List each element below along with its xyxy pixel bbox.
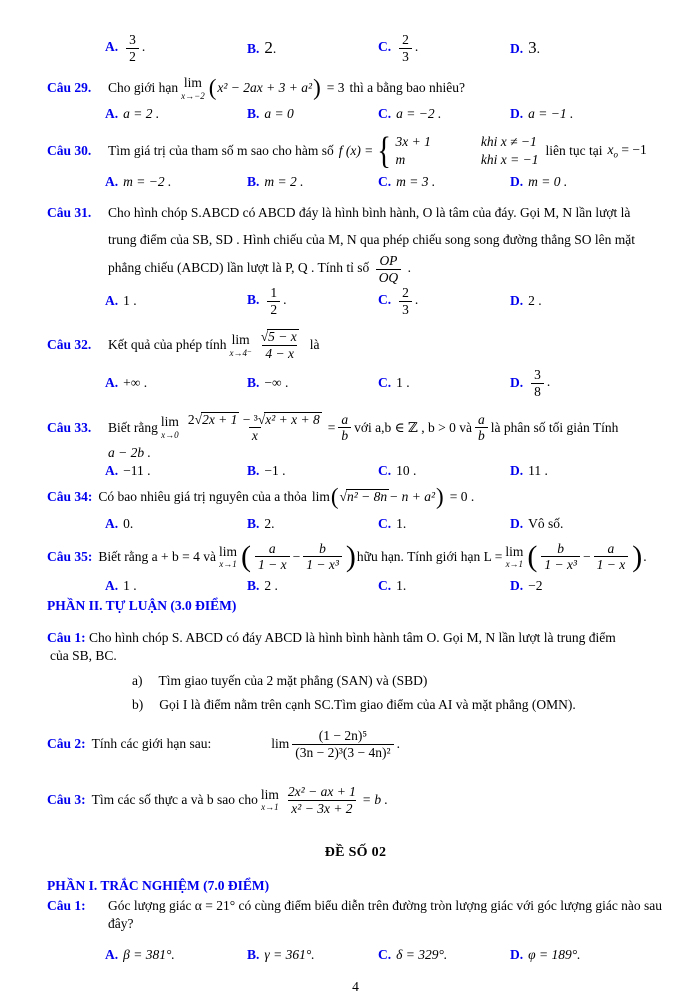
- radicand: 2x + 1: [202, 411, 238, 427]
- case-value: m: [395, 152, 406, 168]
- option-letter: C.: [378, 375, 392, 391]
- lim-word: lim: [218, 543, 237, 559]
- question-text-line3: [108, 253, 664, 285]
- fraction-denominator: 2: [267, 301, 280, 318]
- fraction: [541, 541, 580, 573]
- option-c: [378, 105, 510, 123]
- lim-subscript: x→1: [261, 802, 279, 813]
- coefficient: 2: [187, 411, 195, 427]
- question-33-line2: [47, 444, 664, 462]
- question-text: Biết rằng a + b = 4 và: [98, 548, 216, 564]
- option-letter: B.: [247, 173, 260, 189]
- question-text: là phân số tối giản Tính: [490, 419, 619, 435]
- option-letter: D.: [510, 946, 524, 962]
- lim-word: lim: [160, 414, 179, 430]
- option-d: [510, 946, 664, 964]
- fraction: [285, 784, 359, 816]
- option-suffix: .: [536, 40, 540, 56]
- question-34-options: [105, 515, 664, 533]
- case-condition: khi x = −1: [480, 152, 539, 168]
- option-value: 2 .: [528, 293, 542, 308]
- fraction-denominator: 3: [399, 48, 412, 65]
- fraction-denominator: x: [249, 427, 261, 444]
- option-letter: A.: [105, 105, 119, 121]
- fraction: [594, 541, 629, 573]
- fraction: [258, 329, 302, 361]
- option-value: m = 3 .: [396, 173, 436, 189]
- fraction-denominator: b: [338, 427, 351, 444]
- option-letter: C.: [378, 463, 392, 479]
- fraction-numerator: (1 − 2n)⁵: [318, 728, 368, 744]
- option-letter: D.: [510, 463, 524, 479]
- question-29: Câu 29. Cho giới hạn lim x→−2 ( x² − 2ax + 3 + a² ) = 3 thì a bằng bao nhiêu?: [47, 75, 465, 101]
- question-text-line1: Cho hình chóp S.ABCD có ABCD đáy là hình bình hành, O là tâm của đáy. Gọi M, N lần lượt là: [108, 205, 631, 221]
- limit-operator: [229, 333, 251, 358]
- question-text-line2: của SB, BC.: [50, 648, 117, 664]
- option-letter: B.: [247, 577, 260, 593]
- de02-question-1-options: [105, 946, 664, 964]
- question-33: [47, 412, 664, 444]
- option-d: [510, 105, 664, 123]
- question-30: [47, 129, 664, 172]
- question-text: Kết quả của phép tính: [108, 337, 227, 353]
- option-letter: B.: [247, 946, 260, 962]
- fraction-denominator: 1 − x³: [303, 556, 342, 573]
- question-text: Tính các giới hạn sau:: [91, 736, 212, 751]
- option-value: +∞ .: [123, 375, 148, 391]
- minus-sign: −: [582, 548, 591, 564]
- radicand: x² + x + 8: [265, 411, 320, 427]
- option-value: 3: [528, 37, 537, 57]
- limit-operator: [181, 76, 205, 101]
- option-letter: C.: [378, 515, 392, 531]
- option-value: −∞ .: [264, 375, 289, 391]
- fraction-denominator: OQ: [376, 269, 402, 286]
- radical-sign: √: [194, 411, 203, 427]
- fraction-numerator: a: [341, 411, 349, 427]
- radical-sign: √: [339, 489, 347, 505]
- question-label: Câu 1:: [47, 898, 86, 914]
- fraction-numerator: a: [607, 540, 615, 556]
- lim-subscript: x→−2: [181, 90, 205, 101]
- page-number: 4: [352, 978, 359, 994]
- option-value: 10 .: [396, 463, 417, 479]
- fraction-numerator: 2x² − ax + 1: [287, 784, 356, 800]
- question-32: [47, 329, 664, 361]
- option-value: a = −1 .: [528, 105, 574, 121]
- option-letter: D.: [510, 577, 524, 593]
- option-value: 11 .: [528, 463, 548, 479]
- option-b: [247, 577, 378, 595]
- question-label: Câu 29.: [47, 80, 92, 96]
- option-c: [378, 462, 510, 480]
- item-label: a): [132, 672, 143, 688]
- lim-word: lim: [231, 332, 250, 348]
- option-letter: A.: [105, 173, 119, 189]
- expression: − n + a²: [389, 489, 436, 505]
- lim-subscript: x→1: [219, 559, 237, 570]
- essay-question-2: [47, 728, 664, 760]
- fraction-ab: [338, 412, 351, 444]
- sentence-period: .: [407, 260, 411, 276]
- question-text-line1: Cho hình chóp S. ABCD có đáy ABCD là hình bình hành tâm O. Gọi M, N lần lượt là trung điểm: [89, 630, 616, 646]
- fraction-numerator: 3: [129, 32, 136, 47]
- option-c: [378, 173, 510, 191]
- fraction: [399, 285, 412, 317]
- option-letter: D.: [510, 374, 524, 390]
- fraction-numerator: OP: [379, 253, 398, 269]
- option-value: 0.: [123, 515, 134, 531]
- question-text: với a,b ∈ ℤ , b > 0 và: [354, 419, 472, 435]
- equals-sign: =: [327, 419, 336, 435]
- option-value: γ = 361°.: [264, 946, 315, 962]
- option-c: [378, 946, 510, 964]
- question-text: thì a bằng bao nhiêu?: [349, 80, 465, 96]
- option-letter: C.: [378, 577, 392, 593]
- fraction-numerator: 2: [402, 285, 409, 301]
- item-label: b): [132, 696, 144, 712]
- question-label: Câu 1:: [47, 630, 86, 646]
- limit-operator: [505, 545, 523, 570]
- option-letter: A.: [105, 946, 119, 962]
- sentence-period: .: [396, 736, 400, 751]
- fraction: [255, 541, 290, 573]
- fraction: [185, 412, 325, 444]
- x-base: x: [607, 141, 614, 157]
- minus-sign: −: [292, 548, 301, 564]
- question-32-options: [105, 367, 664, 399]
- option-b: [247, 173, 378, 191]
- fraction-numerator: b: [319, 540, 326, 556]
- option-suffix: .: [546, 374, 551, 390]
- option-value: Vô số.: [528, 515, 564, 531]
- option-value: a = −2 .: [396, 105, 442, 121]
- question-text: phẳng chiếu (ABCD) lần lượt là P, Q . Tính tỉ số: [108, 260, 370, 276]
- option-b: [247, 946, 378, 964]
- fraction-denominator: 8: [531, 383, 544, 400]
- option-b: [247, 515, 378, 533]
- equals-value: = 0 .: [449, 489, 475, 505]
- fraction-denominator: x² − 3x + 2: [288, 800, 355, 817]
- x-equals: = −1: [621, 141, 647, 157]
- option-b: [247, 285, 378, 317]
- item-text: Gọi I là điểm nằm trên cạnh SC.Tìm giao điểm của AI và mặt phẳng (OMN).: [159, 696, 576, 712]
- fraction: [267, 285, 280, 317]
- question-text: Tìm các số thực a và b sao cho: [91, 792, 258, 808]
- radicand: n² − 8n: [346, 489, 388, 505]
- option-letter: C.: [378, 105, 392, 121]
- variable-x0: [607, 141, 646, 161]
- limit-operator: [261, 788, 279, 813]
- option-d: [510, 367, 664, 399]
- option-value: a = 0: [264, 105, 294, 121]
- fraction: [292, 728, 393, 760]
- option-letter: C.: [378, 39, 392, 55]
- option-value: 1 .: [123, 293, 137, 308]
- lim-subscript: x→0: [161, 429, 179, 440]
- fraction-denominator: (3n − 2)³(3 − 4n)²: [292, 744, 393, 761]
- option-value: m = −2 .: [123, 173, 172, 189]
- option-a: [105, 105, 247, 123]
- option-letter: A.: [105, 515, 119, 531]
- carryover-options: [105, 32, 664, 64]
- option-suffix: .: [141, 39, 146, 55]
- question-29-options: [105, 105, 664, 123]
- case-value: 3x + 1: [395, 133, 431, 149]
- fraction-numerator: a: [268, 540, 276, 556]
- fraction: [531, 367, 544, 399]
- fraction-denominator: 2: [126, 48, 139, 65]
- question-label: Câu 32.: [47, 337, 92, 353]
- option-value: δ = 329°.: [396, 946, 448, 962]
- option-b: [247, 37, 378, 60]
- option-d: [510, 292, 664, 310]
- question-text: liên tục tại: [545, 142, 603, 158]
- limit-operator: [161, 415, 179, 440]
- option-letter: D.: [510, 105, 524, 121]
- question-text: Tìm giá trị của tham số m sao cho hàm số: [108, 142, 334, 158]
- radical-sign: √: [260, 329, 269, 345]
- option-a: [105, 173, 247, 191]
- option-value: β = 381°.: [123, 946, 175, 962]
- option-value: 1 .: [123, 577, 137, 593]
- expression: x² − 2ax + 3 + a²: [217, 80, 313, 96]
- option-value: 2: [264, 37, 273, 57]
- question-text: Cho giới hạn: [108, 80, 179, 96]
- option-a: [105, 374, 247, 392]
- option-letter: C.: [378, 292, 392, 308]
- de02-question-1: [47, 897, 664, 933]
- lim-word: lim: [260, 786, 279, 802]
- fraction-denominator: 3: [399, 301, 412, 318]
- essay-question-1: [47, 629, 664, 665]
- fraction-denominator: b: [475, 427, 488, 444]
- lim-word: lim: [311, 489, 330, 505]
- x-subscript: o: [613, 149, 618, 160]
- fraction-numerator: 2: [402, 32, 409, 47]
- ratio-fraction: [376, 253, 402, 285]
- question-label: Câu 2:: [47, 736, 86, 751]
- essay-q1-item-a: [47, 672, 664, 690]
- lim-word: lim: [271, 736, 290, 751]
- option-letter: B.: [247, 105, 260, 121]
- question-label: Câu 34:: [47, 489, 93, 505]
- option-letter: A.: [105, 39, 119, 55]
- option-letter: B.: [247, 375, 260, 391]
- option-letter: A.: [105, 463, 119, 479]
- option-value: m = 2 .: [264, 173, 304, 189]
- lim-word: lim: [505, 543, 524, 559]
- option-a: [105, 462, 247, 480]
- question-text: Có bao nhiêu giá trị nguyên của a thỏa: [98, 489, 307, 505]
- question-text: hữu hạn. Tính giới hạn L =: [356, 548, 503, 564]
- option-letter: C.: [378, 173, 392, 189]
- cube-root-sign: ³√: [253, 411, 266, 427]
- option-letter: B.: [247, 40, 260, 56]
- question-34: Câu 34: Có bao nhiêu giá trị nguyên của a thỏa lim ( √n² − 8n − n + a² ) = 0 .: [47, 484, 475, 510]
- option-letter: A.: [105, 293, 119, 308]
- option-value: φ = 189°.: [528, 946, 581, 962]
- sentence-period: .: [643, 548, 647, 564]
- option-d: [510, 515, 664, 533]
- question-label: Câu 31.: [47, 205, 92, 221]
- part1-heading: PHẦN I. TRẮC NGHIỆM (7.0 ĐIỂM): [47, 878, 270, 894]
- option-value: a = 2 .: [123, 105, 160, 121]
- question-text: là: [309, 337, 320, 353]
- option-c: [378, 374, 510, 392]
- essay-q1-item-b: [47, 696, 664, 714]
- option-letter: D.: [510, 515, 524, 531]
- option-letter: D.: [510, 40, 524, 56]
- piecewise-function: [375, 129, 539, 172]
- option-value: 2.: [264, 515, 275, 531]
- option-suffix: .: [283, 292, 287, 308]
- question-33-options: [105, 462, 664, 480]
- question-label: Câu 35:: [47, 548, 93, 564]
- option-value: 2 .: [264, 577, 278, 593]
- fraction-numerator: 1: [270, 285, 278, 301]
- option-letter: D.: [510, 173, 524, 189]
- option-letter: D.: [510, 293, 524, 308]
- option-d: [510, 173, 664, 191]
- option-c: [378, 515, 510, 533]
- option-value: 1.: [396, 515, 407, 531]
- fraction-ab: [475, 412, 488, 444]
- fraction: [303, 541, 342, 573]
- fraction-numerator: [258, 329, 302, 345]
- question-30-options: [105, 173, 664, 191]
- question-31-options: [105, 285, 664, 317]
- option-d: [510, 577, 664, 595]
- question-text-line2: đây?: [108, 916, 134, 932]
- option-a: [105, 946, 247, 964]
- option-value: −2: [528, 577, 543, 593]
- option-c: [378, 577, 510, 595]
- question-31: [47, 199, 664, 285]
- fraction-numerator: a: [478, 411, 485, 427]
- option-d: [510, 462, 664, 480]
- fraction-denominator: 1 − x: [255, 556, 290, 573]
- part2-heading: PHẦN II. TỰ LUẬN (3.0 ĐIỂM): [47, 598, 237, 613]
- option-letter: C.: [378, 946, 392, 962]
- option-suffix: .: [272, 40, 277, 56]
- minus-sign: −: [242, 411, 251, 427]
- option-d: [510, 37, 664, 60]
- fraction: [126, 32, 139, 64]
- option-letter: A.: [105, 375, 119, 391]
- option-b: [247, 105, 378, 123]
- question-text: Biết rằng: [108, 419, 158, 435]
- option-a: [105, 292, 247, 310]
- limit-operator: [219, 545, 237, 570]
- brace: {: [377, 129, 392, 172]
- option-letter: B.: [247, 463, 260, 479]
- option-letter: A.: [105, 577, 119, 593]
- option-c: [378, 32, 510, 64]
- fraction-denominator: 1 − x³: [541, 556, 580, 573]
- option-value: −11 .: [123, 463, 151, 479]
- case-condition: khi x ≠ −1: [480, 133, 537, 149]
- fraction-numerator: 3: [534, 367, 541, 383]
- sqrt-group: [340, 488, 390, 506]
- radicand: 5 − x: [268, 329, 297, 345]
- option-b: [247, 374, 378, 392]
- question-text-line1: Góc lượng giác α = 21° có cùng điểm biểu diễn trên đường tròn lượng giác với góc lượng giác nào sau: [108, 898, 663, 914]
- exam-set-title: ĐỀ SỐ 02: [324, 845, 387, 861]
- lim-subscript: x→1: [505, 559, 524, 570]
- function-name: f (x) =: [338, 142, 374, 158]
- equals-value: = b .: [361, 792, 388, 808]
- option-value: 1 .: [396, 375, 410, 391]
- question-text-line2: trung điểm của SB, SD . Hình chiếu của M, N qua phép chiếu song song đường thẳng SO lên mặt: [108, 232, 636, 248]
- option-c: [378, 285, 510, 317]
- question-label: Câu 33.: [47, 419, 92, 435]
- option-a: [105, 515, 247, 533]
- lim-word: lim: [183, 75, 202, 91]
- option-a: [105, 577, 247, 595]
- option-a: [105, 32, 247, 64]
- fraction-denominator: 4 − x: [262, 345, 297, 362]
- equals-value: = 3: [326, 80, 345, 96]
- option-b: [247, 462, 378, 480]
- question-35: Câu 35: Biết rằng a + b = 4 và lim x→1 ( $\frac{a}{1 - x}$ − $\frac{b}{\text{1 − x³}}$ ) hữu hạn. Tính giới hạn L = lim x→1 ( $\frac{b}{\text{1 − x³}}$ − $\frac{a}{1 - x}$ ) .: [47, 539, 647, 573]
- option-value: 1.: [396, 577, 407, 593]
- question-35-options: [105, 577, 664, 595]
- question-label: Câu 3:: [47, 792, 86, 808]
- option-value: −1 .: [264, 463, 286, 479]
- option-suffix: .: [414, 39, 419, 55]
- item-text: Tìm giao tuyến của 2 mặt phẳng (SAN) và (SBD): [158, 672, 428, 688]
- fraction-numerator: [185, 412, 325, 428]
- question-label: Câu 30.: [47, 142, 92, 158]
- essay-question-3: [47, 784, 664, 816]
- fraction-numerator: b: [557, 540, 565, 556]
- fraction-denominator: 1 − x: [594, 556, 629, 573]
- option-letter: B.: [247, 515, 260, 531]
- option-suffix: .: [414, 292, 419, 308]
- lim-subscript: x→4⁻: [229, 347, 252, 358]
- fraction: [399, 32, 412, 64]
- option-letter: B.: [247, 292, 260, 308]
- option-value: m = 0 .: [528, 173, 568, 189]
- expression: a − 2b .: [108, 444, 151, 460]
